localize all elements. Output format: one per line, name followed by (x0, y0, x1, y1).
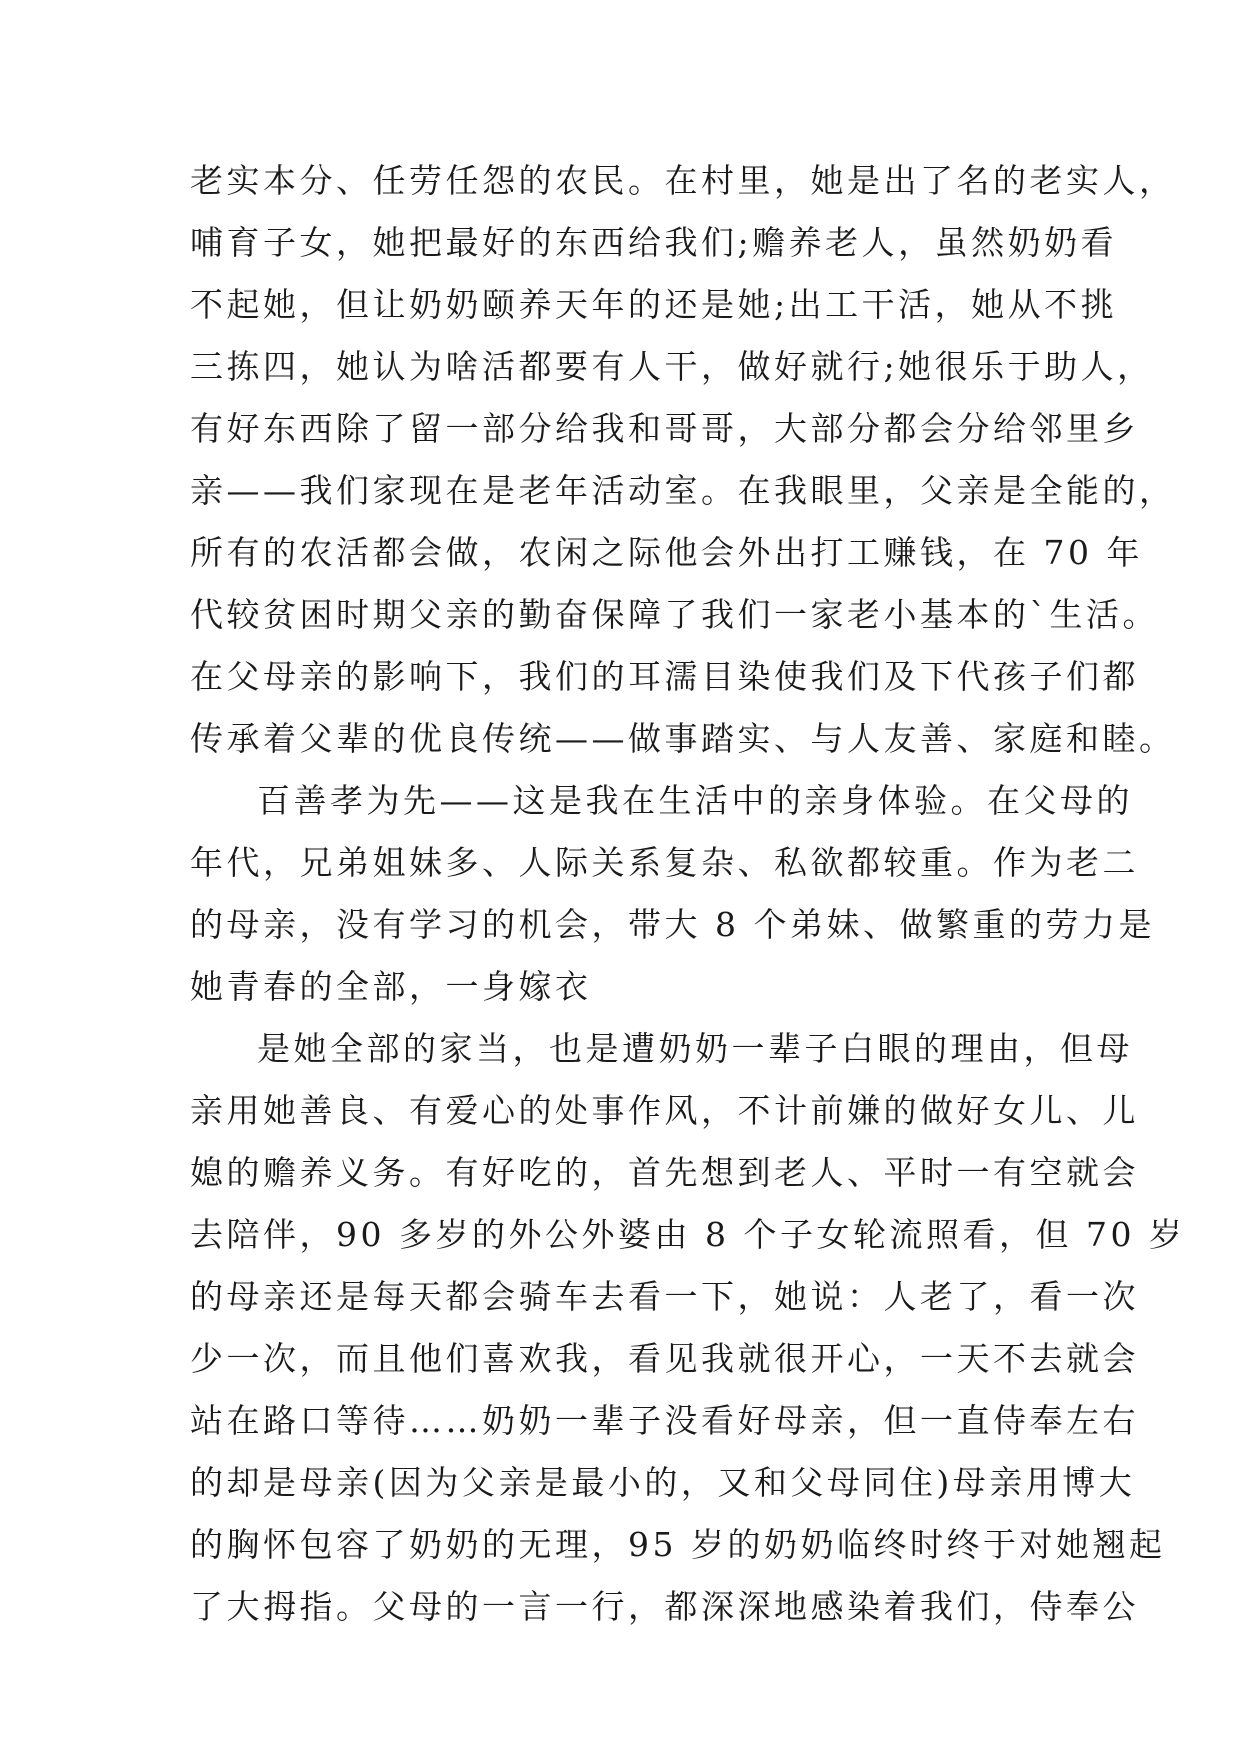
text-line: 代较贫困时期父亲的勤奋保障了我们一家老小基本的`生活。 (190, 595, 1159, 634)
text-line: 哺育子女，她把最好的东西给我们;赡养老人，虽然奶奶看 (190, 223, 1118, 262)
text-line: 了大拇指。父母的一言一行，都深深地感染着我们，侍奉公 (190, 1587, 1139, 1626)
text-line: 的母亲，没有学习的机会，带大 8 个弟妹、做繁重的劳力是 (190, 905, 1155, 944)
text-line: 有好东西除了留一部分给我和哥哥，大部分都会分给邻里乡 (190, 409, 1139, 448)
text-line: 她青春的全部，一身嫁衣 (190, 967, 592, 1006)
text-line: 在父母亲的影响下，我们的耳濡目染使我们及下代孩子们都 (190, 657, 1139, 696)
text-line: 媳的赡养义务。有好吃的，首先想到老人、平时一有空就会 (190, 1153, 1139, 1192)
text-line: 的胸怀包容了奶奶的无理，95 岁的奶奶临终时终于对她翘起 (190, 1525, 1166, 1564)
text-line: 年代，兄弟姐妹多、人际关系复杂、私欲都较重。作为老二 (190, 843, 1139, 882)
paragraph-first-line: 百善孝为先——这是我在生活中的亲身体验。在父母的 (257, 781, 1133, 820)
text-line: 传承着父辈的优良传统——做事踏实、与人友善、家庭和睦。 (190, 719, 1176, 758)
paragraph-first-line: 是她全部的家当，也是遭奶奶一辈子白眼的理由，但母 (257, 1029, 1133, 1068)
text-line: 亲用她善良、有爱心的处事作风，不计前嫌的做好女儿、儿 (190, 1091, 1139, 1130)
text-line: 的却是母亲(因为父亲是最小的，又和父母同住)母亲用博大 (190, 1463, 1136, 1502)
text-line: 亲——我们家现在是老年活动室。在我眼里，父亲是全能的， (190, 471, 1176, 510)
text-line: 少一次，而且他们喜欢我，看见我就很开心，一天不去就会 (190, 1339, 1139, 1378)
text-line: 老实本分、任劳任怨的农民。在村里，她是出了名的老实人， (190, 161, 1176, 200)
text-line: 的母亲还是每天都会骑车去看一下，她说：人老了，看一次 (190, 1277, 1139, 1316)
text-line: 不起她，但让奶奶颐养天年的还是她;出工干活，她从不挑 (190, 285, 1118, 324)
body-text (190, 150, 1186, 1638)
text-line: 去陪伴，90 多岁的外公外婆由 8 个子女轮流照看，但 70 岁 (190, 1215, 1186, 1254)
text-line: 三拣四，她认为啥活都要有人干，做好就行;她很乐于助人， (190, 347, 1154, 386)
text-line: 站在路口等待……奶奶一辈子没看好母亲，但一直侍奉左右 (190, 1401, 1139, 1440)
text-line: 所有的农活都会做，农闲之际他会外出打工赚钱，在 70 年 (190, 533, 1143, 572)
